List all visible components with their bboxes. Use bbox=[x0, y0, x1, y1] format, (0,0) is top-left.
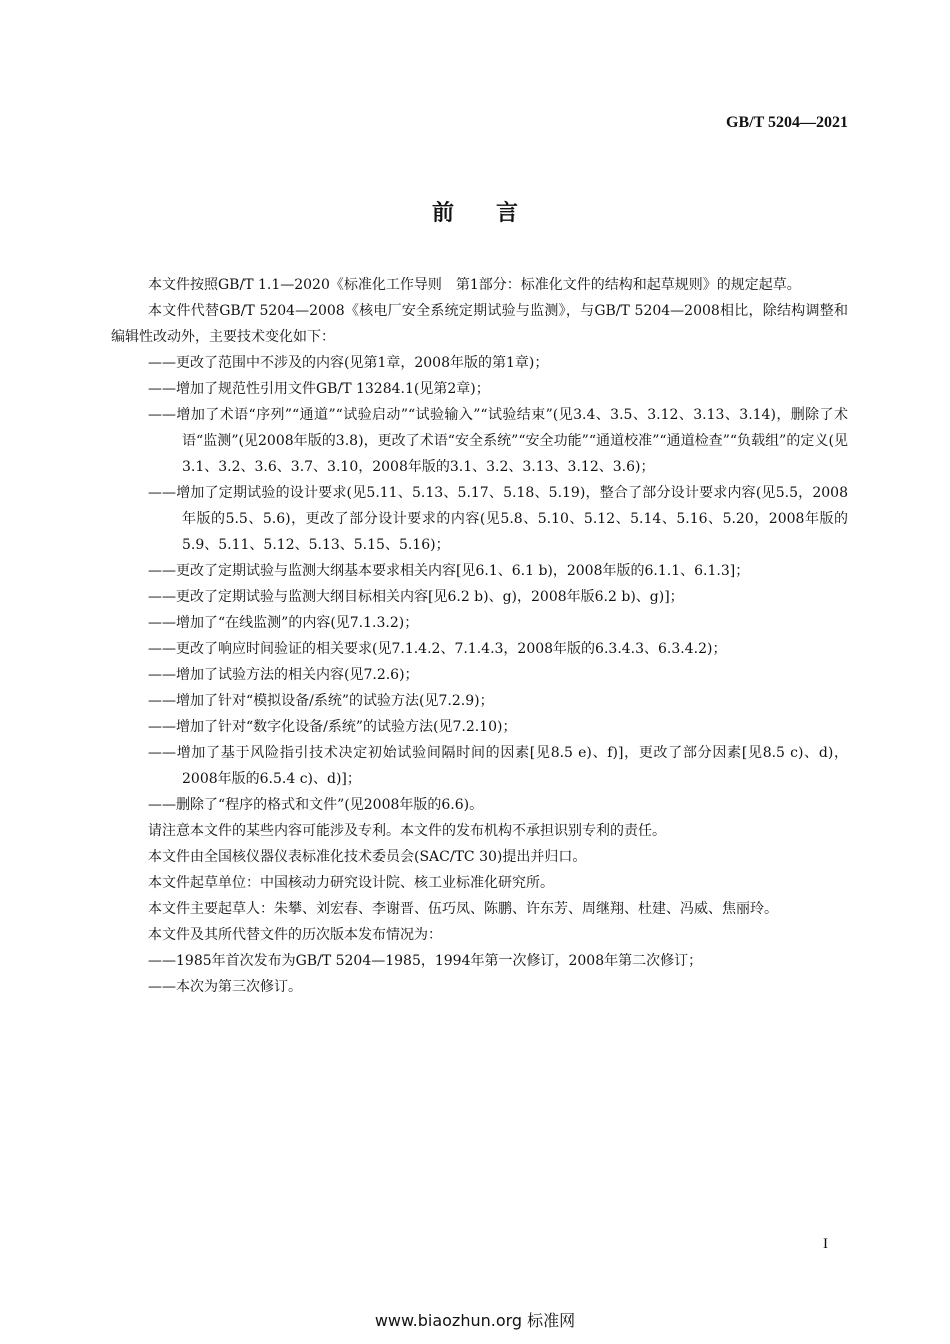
paragraph-proposer: 本文件由全国核仪器仪表标准化技术委员会(SAC/TC 30)提出并归口。 bbox=[148, 849, 587, 865]
change-item: ——增加了基于风险指引技术决定初始试验间隔时间的因素[见8.5 e)、f)]，更改了部分因素[见8.5 c)、d)，2008年版的6.5.4 c)、d)]； bbox=[148, 745, 848, 787]
footer-watermark: www.biaozhun.org 标准网 bbox=[374, 1311, 576, 1330]
change-item: ——删除了“程序的格式和文件”(见2008年版的6.6)。 bbox=[148, 797, 484, 813]
page-number: I bbox=[823, 1236, 828, 1252]
change-item: ——更改了响应时间验证的相关要求(见7.1.4.2、7.1.4.3，2008年版的6.3.4.3、6.3.4.2)； bbox=[148, 641, 727, 657]
paragraph-replacement: 本文件代替GB/T 5204—2008《核电厂安全系统定期试验与监测》，与GB/T 5204—2008相比，除结构调整和编辑性改动外，主要技术变化如下： bbox=[111, 303, 848, 345]
change-item: ——增加了定期试验的设计要求(见5.11、5.13、5.17、5.18、5.19)，整合了部分设计要求内容(见5.5，2008年版的5.5、5.6)，更改了部分设计要求的内容(见5.8、5.10、5.12、5.14、5.16、5.20，2008年版的5.9、5.11、5.12、5.13、5.15、5.16)； bbox=[148, 485, 848, 553]
paragraph-drafters: 本文件主要起草人：朱攀、刘宏春、李谢晋、伍巧凤、陈鹏、许东芳、周继翔、杜建、冯威、焦丽玲。 bbox=[148, 901, 778, 917]
paragraph-history-intro: 本文件及其所代替文件的历次版本发布情况为： bbox=[148, 927, 442, 943]
change-item: ——更改了定期试验与监测大纲目标相关内容[见6.2 b)、g)，2008年版6.2 b)、g)]； bbox=[148, 589, 684, 605]
change-item: ——更改了范围中不涉及的内容(见第1章，2008年版的第1章)； bbox=[148, 355, 549, 371]
paragraph-patent-notice: 请注意本文件的某些内容可能涉及专利。本文件的发布机构不承担识别专利的责任。 bbox=[148, 823, 666, 839]
change-item: ——增加了规范性引用文件GB/T 13284.1(见第2章)； bbox=[148, 381, 490, 397]
change-item: ——更改了定期试验与监测大纲基本要求相关内容[见6.1、6.1 b)，2008年版的6.1.1、6.1.3]； bbox=[148, 563, 750, 579]
history-item: ——1985年首次发布为GB/T 5204—1985，1994年第一次修订，2008年第二次修订； bbox=[148, 953, 703, 969]
paragraph-drafting-rules: 本文件按照GB/T 1.1—2020《标准化工作导则 第1部分：标准化文件的结构和起草规则》的规定起草。 bbox=[148, 277, 801, 293]
history-item: ——本次为第三次修订。 bbox=[148, 979, 302, 995]
change-item: ——增加了“在线监测”的内容(见7.1.3.2)； bbox=[148, 615, 419, 631]
change-item: ——增加了术语“序列”“通道”“试验启动”“试验输入”“试验结束”(见3.4、3.5、3.12、3.13、3.14)，删除了术语“监测”(见2008年版的3.8)，更改了术语“安全系统”“安全功能”“通道校准”“通道检查”“负载组”的定义(见3.1、3.2、3.6、3.7、3.10，2008年版的3.1、3.2、3.13、3.12、3.6)； bbox=[148, 407, 848, 475]
page-title: 前言 bbox=[431, 201, 560, 226]
change-item: ——增加了试验方法的相关内容(见7.2.6)； bbox=[148, 667, 419, 683]
change-item: ——增加了针对“模拟设备/系统”的试验方法(见7.2.9)； bbox=[148, 693, 494, 709]
foreword-body bbox=[111, 272, 848, 1000]
document-number: GB/T 5204—2021 bbox=[726, 114, 848, 131]
paragraph-drafting-units: 本文件起草单位：中国核动力研究设计院、核工业标准化研究所。 bbox=[148, 875, 554, 891]
change-item: ——增加了针对“数字化设备/系统”的试验方法(见7.2.10)； bbox=[148, 719, 517, 735]
